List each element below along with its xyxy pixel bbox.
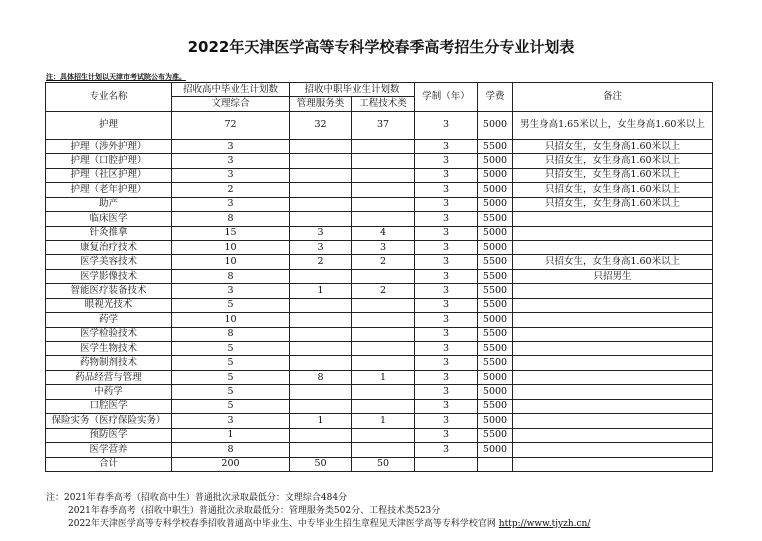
- note-line-3-text: 2022年天津医学高等专科学校春季招收普通高中毕业生、中专毕业生招生章程见天津医学高等专科学校官网: [68, 519, 496, 529]
- remark-cell: [513, 428, 713, 442]
- management-cell: [290, 356, 352, 370]
- major-cell: 医学影像技术: [46, 269, 172, 283]
- management-cell: [290, 327, 352, 341]
- major-cell: 药品经营与管理: [46, 370, 172, 384]
- engineering-cell: 4: [352, 226, 415, 240]
- tuition-cell: 5500: [478, 139, 513, 153]
- years-cell: 3: [415, 414, 478, 428]
- years-cell: 3: [415, 313, 478, 327]
- years-cell: 3: [415, 284, 478, 298]
- note-line-2: 2021年春季高考（招收中职生）普通批次录取最低分：管理服务类502分、工程技术类523分: [68, 506, 441, 516]
- engineering-cell: [352, 139, 415, 153]
- tuition-cell: 5000: [478, 370, 513, 384]
- header-vocational-sub2: 工程技术类: [352, 97, 415, 111]
- high-school-cell: 10: [172, 313, 290, 327]
- table-row: [46, 443, 713, 457]
- engineering-cell: [352, 356, 415, 370]
- table-body: [46, 111, 713, 457]
- total-remark: [513, 457, 713, 471]
- high-school-cell: 8: [172, 212, 290, 226]
- remark-cell: [513, 226, 713, 240]
- management-cell: [290, 139, 352, 153]
- high-school-cell: 5: [172, 356, 290, 370]
- table-row: [46, 168, 713, 182]
- management-cell: [290, 298, 352, 312]
- tuition-cell: 5000: [478, 168, 513, 182]
- remark-cell: [513, 385, 713, 399]
- major-cell: 药物制剂技术: [46, 356, 172, 370]
- total-engineering: 50: [352, 457, 415, 471]
- major-cell: 眼视光技术: [46, 298, 172, 312]
- table-row: [46, 226, 713, 240]
- tuition-cell: 5000: [478, 240, 513, 254]
- years-cell: 3: [415, 443, 478, 457]
- major-cell: 康复治疗技术: [46, 240, 172, 254]
- table-row: [46, 356, 713, 370]
- tuition-cell: 5000: [478, 154, 513, 168]
- years-cell: 3: [415, 327, 478, 341]
- management-cell: 1: [290, 414, 352, 428]
- management-cell: [290, 183, 352, 197]
- major-cell: 护理（口腔护理）: [46, 154, 172, 168]
- remark-cell: [513, 399, 713, 413]
- high-school-cell: 8: [172, 269, 290, 283]
- remark-cell: [513, 327, 713, 341]
- years-cell: 3: [415, 269, 478, 283]
- high-school-cell: 2: [172, 183, 290, 197]
- management-cell: [290, 385, 352, 399]
- high-school-cell: 3: [172, 284, 290, 298]
- tuition-cell: 5000: [478, 197, 513, 211]
- years-cell: 3: [415, 356, 478, 370]
- high-school-cell: 10: [172, 255, 290, 269]
- remark-cell: [513, 443, 713, 457]
- table-row: [46, 255, 713, 269]
- remark-cell: 只招女生，女生身高1.60米以上: [513, 139, 713, 153]
- years-cell: 3: [415, 370, 478, 384]
- enrollment-plan-table: [45, 82, 713, 472]
- high-school-cell: 3: [172, 168, 290, 182]
- high-school-cell: 10: [172, 240, 290, 254]
- tuition-cell: 5000: [478, 226, 513, 240]
- engineering-cell: [352, 428, 415, 442]
- years-cell: 3: [415, 197, 478, 211]
- tuition-cell: 5500: [478, 399, 513, 413]
- management-cell: [290, 154, 352, 168]
- high-school-cell: 5: [172, 298, 290, 312]
- years-cell: 3: [415, 111, 478, 139]
- years-cell: 3: [415, 154, 478, 168]
- tuition-cell: 5000: [478, 313, 513, 327]
- engineering-cell: [352, 154, 415, 168]
- header-remarks: 备注: [513, 83, 713, 112]
- header-high-school-sub: 文理综合: [172, 97, 290, 111]
- major-cell: 中药学: [46, 385, 172, 399]
- remark-cell: [513, 212, 713, 226]
- table-row: [46, 399, 713, 413]
- official-site-link[interactable]: http://www.tjyzh.cn/: [498, 519, 591, 529]
- remark-cell: [513, 313, 713, 327]
- engineering-cell: [352, 298, 415, 312]
- table-row: [46, 212, 713, 226]
- management-cell: 3: [290, 226, 352, 240]
- engineering-cell: [352, 212, 415, 226]
- remark-cell: 只招女生，女生身高1.60米以上: [513, 154, 713, 168]
- tuition-cell: 5000: [478, 183, 513, 197]
- engineering-cell: [352, 342, 415, 356]
- major-cell: 护理（涉外护理）: [46, 139, 172, 153]
- tuition-cell: 5500: [478, 327, 513, 341]
- engineering-cell: [352, 443, 415, 457]
- management-cell: [290, 168, 352, 182]
- major-cell: 保险实务（医疗保险实务）: [46, 414, 172, 428]
- engineering-cell: [352, 197, 415, 211]
- years-cell: 3: [415, 226, 478, 240]
- table-row: [46, 154, 713, 168]
- high-school-cell: 3: [172, 139, 290, 153]
- years-cell: 3: [415, 139, 478, 153]
- engineering-cell: 37: [352, 111, 415, 139]
- header-vocational-sub1: 管理服务类: [290, 97, 352, 111]
- total-high-school: 200: [172, 457, 290, 471]
- engineering-cell: [352, 183, 415, 197]
- engineering-cell: [352, 168, 415, 182]
- remark-cell: [513, 356, 713, 370]
- tuition-cell: 5500: [478, 298, 513, 312]
- table-row: [46, 342, 713, 356]
- major-cell: 医学营养: [46, 443, 172, 457]
- management-cell: [290, 269, 352, 283]
- high-school-cell: 8: [172, 443, 290, 457]
- note-line-1: 注：2021年春季高考（招收高中生）普通批次录取最低分：文理综合484分: [46, 493, 348, 503]
- remark-cell: 只招男生: [513, 269, 713, 283]
- engineering-cell: 2: [352, 284, 415, 298]
- header-vocational-group: 招收中职毕业生计划数: [290, 83, 415, 97]
- tuition-cell: 5500: [478, 428, 513, 442]
- high-school-cell: 1: [172, 428, 290, 442]
- header-major: 专业名称: [46, 83, 172, 112]
- major-cell: 护理（老年护理）: [46, 183, 172, 197]
- engineering-cell: [352, 313, 415, 327]
- note-line-3: [46, 518, 590, 531]
- table-row: [46, 240, 713, 254]
- table-row: [46, 313, 713, 327]
- high-school-cell: 5: [172, 399, 290, 413]
- engineering-cell: 2: [352, 255, 415, 269]
- tuition-cell: 5500: [478, 269, 513, 283]
- major-cell: 药学: [46, 313, 172, 327]
- remark-cell: 只招女生，女生身高1.60米以上: [513, 197, 713, 211]
- major-cell: 医学检验技术: [46, 327, 172, 341]
- engineering-cell: 1: [352, 370, 415, 384]
- header-years: 学制（年）: [415, 83, 478, 112]
- engineering-cell: [352, 269, 415, 283]
- total-label: 合计: [46, 457, 172, 471]
- high-school-cell: 3: [172, 154, 290, 168]
- table-row: [46, 183, 713, 197]
- management-cell: 3: [290, 240, 352, 254]
- table-row: [46, 298, 713, 312]
- management-cell: 8: [290, 370, 352, 384]
- remark-cell: [513, 342, 713, 356]
- remark-cell: [513, 240, 713, 254]
- header-tuition: 学费: [478, 83, 513, 112]
- years-cell: 3: [415, 385, 478, 399]
- table-row: [46, 197, 713, 211]
- years-cell: 3: [415, 399, 478, 413]
- remark-cell: 只招女生，女生身高1.60米以上: [513, 168, 713, 182]
- major-cell: 医学生物技术: [46, 342, 172, 356]
- years-cell: 3: [415, 168, 478, 182]
- management-cell: [290, 342, 352, 356]
- remark-cell: 只招女生，女生身高1.60米以上: [513, 255, 713, 269]
- years-cell: 3: [415, 240, 478, 254]
- table-row: [46, 269, 713, 283]
- years-cell: 3: [415, 255, 478, 269]
- remark-cell: [513, 370, 713, 384]
- remark-cell: [513, 298, 713, 312]
- table-row: [46, 284, 713, 298]
- major-cell: 医学美容技术: [46, 255, 172, 269]
- major-cell: 智能医疗装备技术: [46, 284, 172, 298]
- tuition-cell: 5500: [478, 342, 513, 356]
- table-row: [46, 414, 713, 428]
- remark-cell: [513, 414, 713, 428]
- high-school-cell: 8: [172, 327, 290, 341]
- total-tuition: [478, 457, 513, 471]
- management-cell: [290, 428, 352, 442]
- management-cell: 2: [290, 255, 352, 269]
- table-row: [46, 385, 713, 399]
- tuition-cell: 5500: [478, 255, 513, 269]
- high-school-cell: 5: [172, 370, 290, 384]
- years-cell: 3: [415, 342, 478, 356]
- remark-cell: 男生身高1.65米以上，女生身高1.60米以上: [513, 111, 713, 139]
- table-row: [46, 139, 713, 153]
- management-cell: 32: [290, 111, 352, 139]
- page-title: 2022年天津医学高等专科学校春季高考招生分专业计划表: [187, 38, 575, 56]
- management-cell: [290, 197, 352, 211]
- header-high-school-group: 招收高中毕业生计划数: [172, 83, 290, 97]
- high-school-cell: 5: [172, 385, 290, 399]
- years-cell: 3: [415, 183, 478, 197]
- table-row: [46, 327, 713, 341]
- high-school-cell: 3: [172, 414, 290, 428]
- major-cell: 针灸推拿: [46, 226, 172, 240]
- engineering-cell: [352, 327, 415, 341]
- management-cell: 1: [290, 284, 352, 298]
- table-row: [46, 111, 713, 139]
- years-cell: 3: [415, 298, 478, 312]
- major-cell: 助产: [46, 197, 172, 211]
- remark-cell: [513, 284, 713, 298]
- high-school-cell: 72: [172, 111, 290, 139]
- management-cell: [290, 399, 352, 413]
- engineering-cell: [352, 399, 415, 413]
- table-row: [46, 428, 713, 442]
- tuition-cell: 5000: [478, 414, 513, 428]
- management-cell: [290, 313, 352, 327]
- high-school-cell: 3: [172, 197, 290, 211]
- years-cell: 3: [415, 428, 478, 442]
- engineering-cell: 3: [352, 240, 415, 254]
- management-cell: [290, 212, 352, 226]
- management-cell: [290, 443, 352, 457]
- total-years: [415, 457, 478, 471]
- remark-cell: 只招女生，女生身高1.60米以上: [513, 183, 713, 197]
- tuition-cell: 5500: [478, 212, 513, 226]
- engineering-cell: 1: [352, 414, 415, 428]
- high-school-cell: 5: [172, 342, 290, 356]
- pre-note: 注：具体招生计划以天津市考试院公布为准。: [46, 73, 186, 81]
- high-school-cell: 15: [172, 226, 290, 240]
- major-cell: 护理（社区护理）: [46, 168, 172, 182]
- tuition-cell: 5000: [478, 385, 513, 399]
- total-row: [46, 457, 713, 471]
- tuition-cell: 5500: [478, 284, 513, 298]
- total-management: 50: [290, 457, 352, 471]
- tuition-cell: 5000: [478, 111, 513, 139]
- major-cell: 预防医学: [46, 428, 172, 442]
- major-cell: 临床医学: [46, 212, 172, 226]
- tuition-cell: 5500: [478, 356, 513, 370]
- years-cell: 3: [415, 212, 478, 226]
- major-cell: 口腔医学: [46, 399, 172, 413]
- tuition-cell: 5000: [478, 443, 513, 457]
- footnotes: [46, 492, 590, 531]
- table-row: [46, 370, 713, 384]
- engineering-cell: [352, 385, 415, 399]
- major-cell: 护理: [46, 111, 172, 139]
